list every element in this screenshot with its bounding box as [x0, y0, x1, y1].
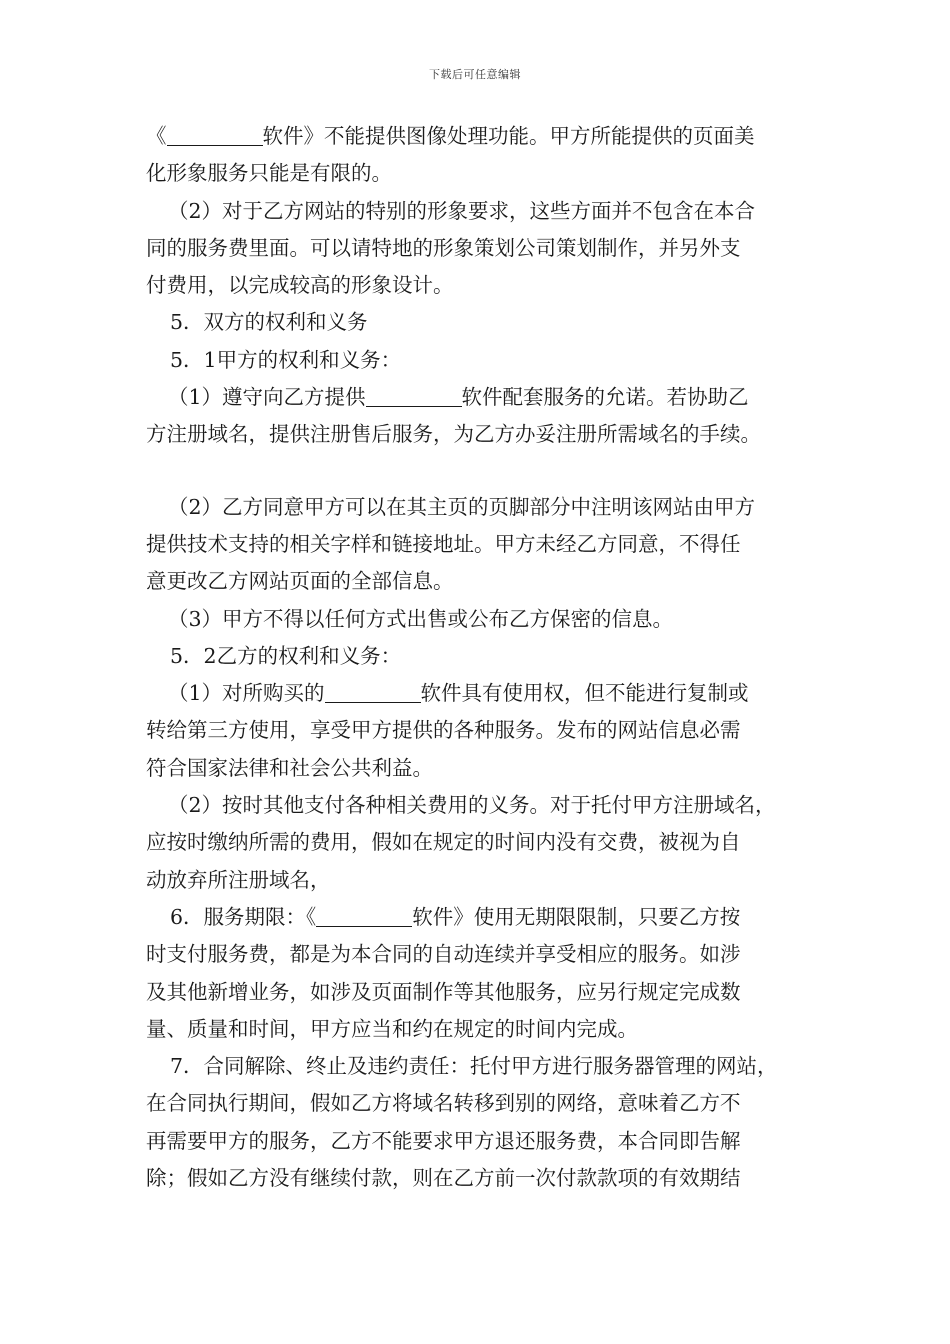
line-text-after-blank: 软件具有使用权，但不能进行复制或 — [420, 681, 749, 706]
text-line — [146, 1048, 816, 1085]
line-text: 方注册域名，提供注册售后服务，为乙方办妥注册所需域名的手续。 — [146, 422, 761, 447]
text-line — [146, 230, 816, 267]
line-text: （3）甲方不得以任何方式出售或公布乙方保密的信息。 — [168, 606, 674, 631]
line-text: 量、质量和时间，甲方应当和约在规定的时间内完成。 — [146, 1016, 638, 1041]
text-line — [146, 601, 816, 638]
paragraph-gap — [146, 454, 816, 489]
line-text: 6．服务期限：《 — [170, 904, 317, 929]
line-text: 5．双方的权利和义务 — [170, 310, 368, 335]
text-line — [146, 379, 816, 416]
text-line — [146, 1160, 816, 1197]
line-text: 再需要甲方的服务，乙方不能要求甲方退还服务费，本合同即告解 — [146, 1128, 741, 1153]
text-line — [146, 155, 816, 192]
line-text: （2）乙方同意甲方可以在其主页的页脚部分中注明该网站由甲方 — [168, 494, 756, 519]
fill-in-blank — [366, 386, 462, 407]
text-line — [146, 489, 816, 526]
text-line — [146, 936, 816, 973]
line-text: （2）对于乙方网站的特别的形象要求，这些方面并不包含在本合 — [168, 198, 756, 223]
text-line — [146, 193, 816, 230]
line-text: 化形象服务只能是有限的。 — [146, 161, 392, 186]
text-line — [146, 712, 816, 749]
text-line — [146, 1011, 816, 1048]
line-text: （2）按时其他支付各种相关费用的义务。对于托付甲方注册域名， — [168, 793, 776, 818]
line-text-after-blank: 软件》不能提供图像处理功能。甲方所能提供的页面美 — [262, 124, 755, 148]
text-line — [146, 118, 816, 155]
text-line — [146, 638, 816, 675]
fill-in-blank — [316, 906, 412, 927]
text-line — [146, 862, 816, 899]
text-line — [146, 974, 816, 1011]
line-text: 转给第三方使用，享受甲方提供的各种服务。发布的网站信息必需 — [146, 718, 741, 743]
line-text: （1）对所购买的 — [168, 681, 325, 706]
text-line — [146, 1123, 816, 1160]
line-text: 在合同执行期间，假如乙方将域名转移到别的网络，意味着乙方不 — [146, 1091, 741, 1116]
line-text: 5．1甲方的权利和义务： — [170, 347, 402, 372]
text-line — [146, 899, 816, 936]
text-line — [146, 416, 816, 453]
line-text: 《 — [146, 124, 167, 148]
text-line — [146, 750, 816, 787]
line-text: 及其他新增业务，如涉及页面制作等其他服务，应另行规定完成数 — [146, 979, 741, 1004]
line-text: 时支付服务费，都是为本合同的自动连续并享受相应的服务。如涉 — [146, 942, 741, 967]
text-line — [146, 1085, 816, 1122]
line-text: （1）遵守向乙方提供 — [168, 385, 366, 410]
fill-in-blank — [325, 682, 421, 703]
text-line — [146, 304, 816, 341]
text-line — [146, 267, 816, 304]
line-text: 动放弃所注册域名， — [146, 867, 331, 892]
line-text: 意更改乙方网站页面的全部信息。 — [146, 569, 454, 594]
text-line — [146, 563, 816, 600]
fill-in-blank — [167, 125, 263, 146]
page-header: 下载后可任意编辑 — [429, 68, 521, 81]
line-text: 提供技术支持的相关字样和链接地址。甲方未经乙方同意，不得任 — [146, 531, 741, 556]
line-text: 同的服务费里面。可以请特地的形象策划公司策划制作，并另外支 — [146, 235, 741, 260]
line-text-after-blank: 软件》使用无期限限制，只要乙方按 — [412, 904, 741, 929]
line-text: 7．合同解除、终止及违约责任：托付甲方进行服务器管理的网站， — [170, 1054, 778, 1079]
text-line — [146, 526, 816, 563]
line-text: 应按时缴纳所需的费用，假如在规定的时间内没有交费，被视为自 — [146, 830, 741, 855]
line-text: 除；假如乙方没有继续付款，则在乙方前一次付款款项的有效期结 — [146, 1166, 741, 1191]
text-line — [146, 787, 816, 824]
text-line — [146, 675, 816, 712]
line-text: 5．2乙方的权利和义务： — [170, 643, 402, 668]
document-body — [146, 118, 816, 1197]
line-text-after-blank: 软件配套服务的允诺。若协助乙 — [461, 385, 749, 410]
text-line — [146, 824, 816, 861]
line-text: 符合国家法律和社会公共利益。 — [146, 755, 433, 780]
line-text: 付费用，以完成较高的形象设计。 — [146, 273, 454, 298]
text-line — [146, 342, 816, 379]
